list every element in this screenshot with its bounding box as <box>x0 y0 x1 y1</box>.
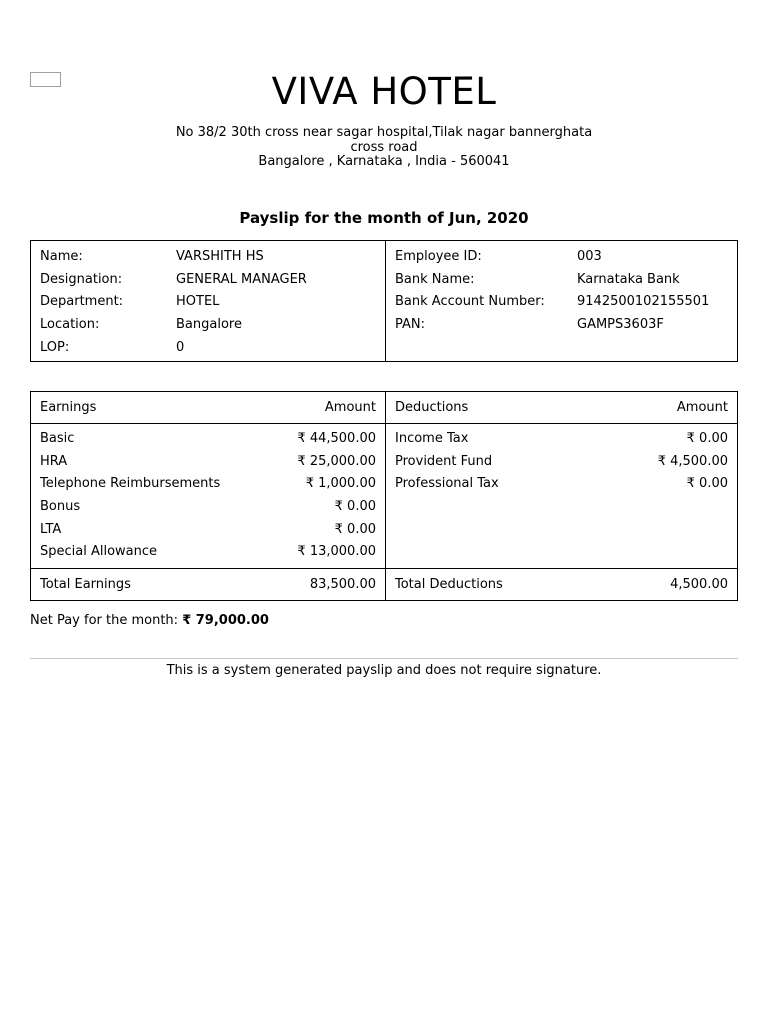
earnings-row <box>31 496 385 519</box>
employee-detail-row <box>386 316 737 339</box>
net-pay <box>30 612 269 630</box>
earnings-row <box>31 451 385 474</box>
employee-detail-label: Location: <box>40 317 100 333</box>
total-earnings-row <box>31 569 385 600</box>
earnings-item-amount: ₹ 1,000.00 <box>305 476 376 492</box>
total-earnings-label: Total Earnings <box>40 577 131 592</box>
employee-detail-row <box>31 316 385 339</box>
earnings-item-label: Bonus <box>40 499 81 515</box>
employee-detail-value: Bangalore <box>176 317 242 333</box>
employee-detail-label: Bank Name: <box>395 271 475 287</box>
earnings-item-amount: ₹ 0.00 <box>334 521 376 537</box>
company-address <box>0 126 768 170</box>
deductions-header-label: Deductions <box>395 400 469 415</box>
deductions-header <box>386 392 737 424</box>
employee-details-table <box>30 240 738 362</box>
employee-detail-label: Bank Account Number: <box>395 294 545 310</box>
footer-divider <box>30 658 738 659</box>
deductions-item-amount: ₹ 0.00 <box>686 476 728 492</box>
earnings-item-amount: ₹ 0.00 <box>334 499 376 515</box>
earnings-row <box>31 541 385 564</box>
employee-detail-row <box>386 293 737 316</box>
employee-detail-label: LOP: <box>40 339 70 355</box>
earnings-item-label: HRA <box>40 453 68 469</box>
employee-detail-value: HOTEL <box>176 294 220 310</box>
deductions-item-label: Income Tax <box>395 431 469 446</box>
earnings-row <box>31 519 385 542</box>
deductions-row <box>386 451 737 474</box>
total-earnings-amount: 83,500.00 <box>309 577 376 592</box>
address-line-1: No 38/2 30th cross near sagar hospital,Tilak nagar bannerghata cross road <box>175 125 593 155</box>
employee-detail-label: PAN: <box>395 317 426 333</box>
earnings-item-label: Basic <box>40 431 75 446</box>
earnings-row <box>31 428 385 451</box>
earnings-item-label: LTA <box>40 521 62 537</box>
employee-detail-value: 0 <box>176 339 185 355</box>
earnings-header-label: Earnings <box>40 400 97 415</box>
employee-detail-row <box>386 248 737 271</box>
net-pay-amount: ₹ 79,000.00 <box>182 613 269 628</box>
employee-detail-value: GENERAL MANAGER <box>176 271 307 287</box>
earnings-item-amount: ₹ 13,000.00 <box>297 544 376 560</box>
deductions-header-amount: Amount <box>676 400 728 415</box>
employee-detail-label: Department: <box>40 294 124 310</box>
employee-detail-row <box>31 339 385 362</box>
deductions-item-label: Professional Tax <box>395 476 499 492</box>
total-deductions-amount: 4,500.00 <box>670 577 728 592</box>
earnings-column <box>31 392 386 600</box>
employee-detail-value: GAMPS3603F <box>577 317 664 333</box>
net-pay-label: Net Pay for the month: <box>30 613 179 628</box>
employee-detail-label: Designation: <box>40 271 123 287</box>
earnings-item-amount: ₹ 25,000.00 <box>297 453 376 469</box>
employee-detail-label: Name: <box>40 249 83 264</box>
employee-detail-value: 9142500102155501 <box>577 294 710 310</box>
earnings-deductions-table <box>30 391 738 601</box>
earnings-item-label: Telephone Reimbursements <box>40 476 221 492</box>
company-name: VIVA HOTEL <box>271 70 497 113</box>
earnings-item-label: Special Allowance <box>40 544 158 560</box>
total-deductions-label: Total Deductions <box>395 577 503 592</box>
employee-detail-row <box>31 293 385 316</box>
deductions-column <box>386 392 737 600</box>
address-line-2: Bangalore , Karnataka , India - 560041 <box>258 154 510 169</box>
employee-details-left <box>31 241 386 361</box>
deductions-item-amount: ₹ 4,500.00 <box>657 453 728 469</box>
employee-detail-label: Employee ID: <box>395 249 482 264</box>
employee-detail-row <box>386 271 737 294</box>
employee-detail-row <box>31 271 385 294</box>
deductions-item-amount: ₹ 0.00 <box>686 431 728 446</box>
employee-detail-value: VARSHITH HS <box>176 249 264 264</box>
employee-detail-row <box>31 248 385 271</box>
employee-details-right <box>386 241 737 361</box>
footer-note: This is a system generated payslip and does not require signature. <box>166 663 602 678</box>
deductions-row <box>386 428 737 451</box>
earnings-header <box>31 392 385 424</box>
earnings-item-amount: ₹ 44,500.00 <box>297 431 376 446</box>
total-deductions-row <box>386 569 737 600</box>
earnings-header-amount: Amount <box>324 400 376 415</box>
earnings-row <box>31 473 385 496</box>
employee-detail-value: Karnataka Bank <box>577 271 680 287</box>
payslip-title: Payslip for the month of Jun, 2020 <box>239 209 529 227</box>
earnings-list <box>31 424 385 569</box>
deductions-item-label: Provident Fund <box>395 453 493 469</box>
deductions-list <box>386 424 737 569</box>
deductions-row <box>386 473 737 496</box>
employee-detail-value: 003 <box>577 249 602 264</box>
